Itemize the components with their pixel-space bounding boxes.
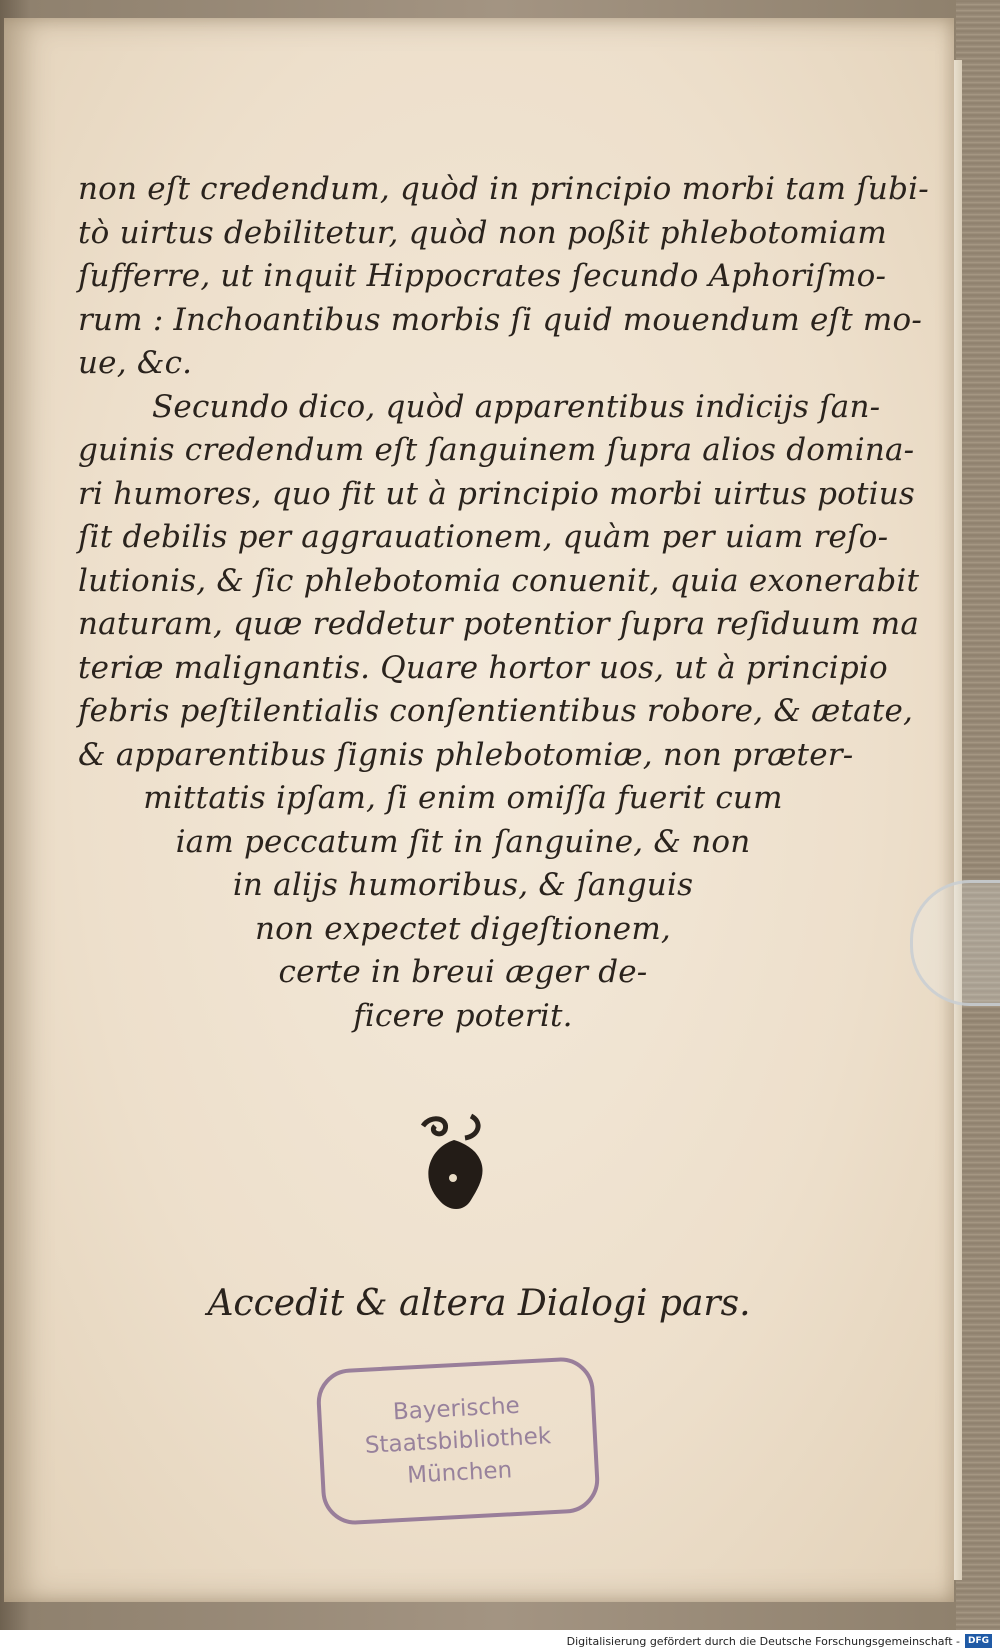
closing-line: Accedit & altera Dialogi pars. <box>207 1283 751 1324</box>
text-line: non expectet digeſtionem, <box>255 910 671 947</box>
book-page <box>4 18 954 1602</box>
dfg-logo: DFG <box>965 1634 992 1648</box>
stamp-line: Bayerische <box>392 1392 521 1426</box>
fleuron-leaf-icon <box>409 1108 499 1218</box>
text-line: ſufferre, ut inquit Hippocrates ſecundo Aphoriſmo- <box>78 258 887 294</box>
footer-text: Digitalisierung gefördert durch die Deutsche Forschungsgemeinschaft - <box>566 1634 960 1648</box>
stamp-line: München <box>406 1457 513 1489</box>
text-line: febris peſtilentialis conſentientibus robore, & ætate, <box>78 693 914 729</box>
text-line: teriæ malignantis. Quare hortor uos, ut à principio <box>78 649 888 686</box>
text-line: iam peccatum ſit in ſanguine, & non <box>175 823 751 860</box>
text-line: ue, &c. <box>78 345 193 381</box>
text-line: naturam, quæ reddetur potentior ſupra reſiduum ma <box>78 606 920 642</box>
text-line: ſit debilis per aggrauationem, quàm per uiam reſo- <box>78 519 889 555</box>
text-line: tò uirtus debilitetur, quòd non poßit phlebotomiam <box>78 214 887 251</box>
text-line: Secundo dico, quòd apparentibus indicijs ſan- <box>152 388 881 425</box>
body-text <box>78 168 929 1038</box>
book-cover-edge <box>956 0 1000 1630</box>
text-line: & apparentibus ſignis phlebotomiæ, non præter- <box>78 736 854 773</box>
text-line: lutionis, & ſic phlebotomia conuenit, quia exonerabit <box>78 562 920 599</box>
text-line: non eſt credendum, quòd in principio morbi tam ſubi- <box>78 171 929 207</box>
digitization-footer <box>0 1630 1000 1652</box>
text-line: ri humores, quo fit ut à principio morbi uirtus potius <box>78 475 916 512</box>
text-line: rum : Inchoantibus morbis ſi quid mouendum eſt mo- <box>78 301 923 338</box>
text-line: mittatis ipſam, ſi enim omiſſa fuerit cum <box>143 780 783 816</box>
text-line: ficere poterit. <box>353 997 573 1034</box>
stamp-line: Staatsbibliothek <box>364 1423 552 1459</box>
text-line: certe in breui æger de- <box>278 954 648 990</box>
text-line: in alijs humoribus, & ſanguis <box>232 867 694 903</box>
library-stamp <box>315 1356 601 1526</box>
text-line: guinis credendum eſt ſanguinem ſupra alios domina- <box>78 432 915 468</box>
